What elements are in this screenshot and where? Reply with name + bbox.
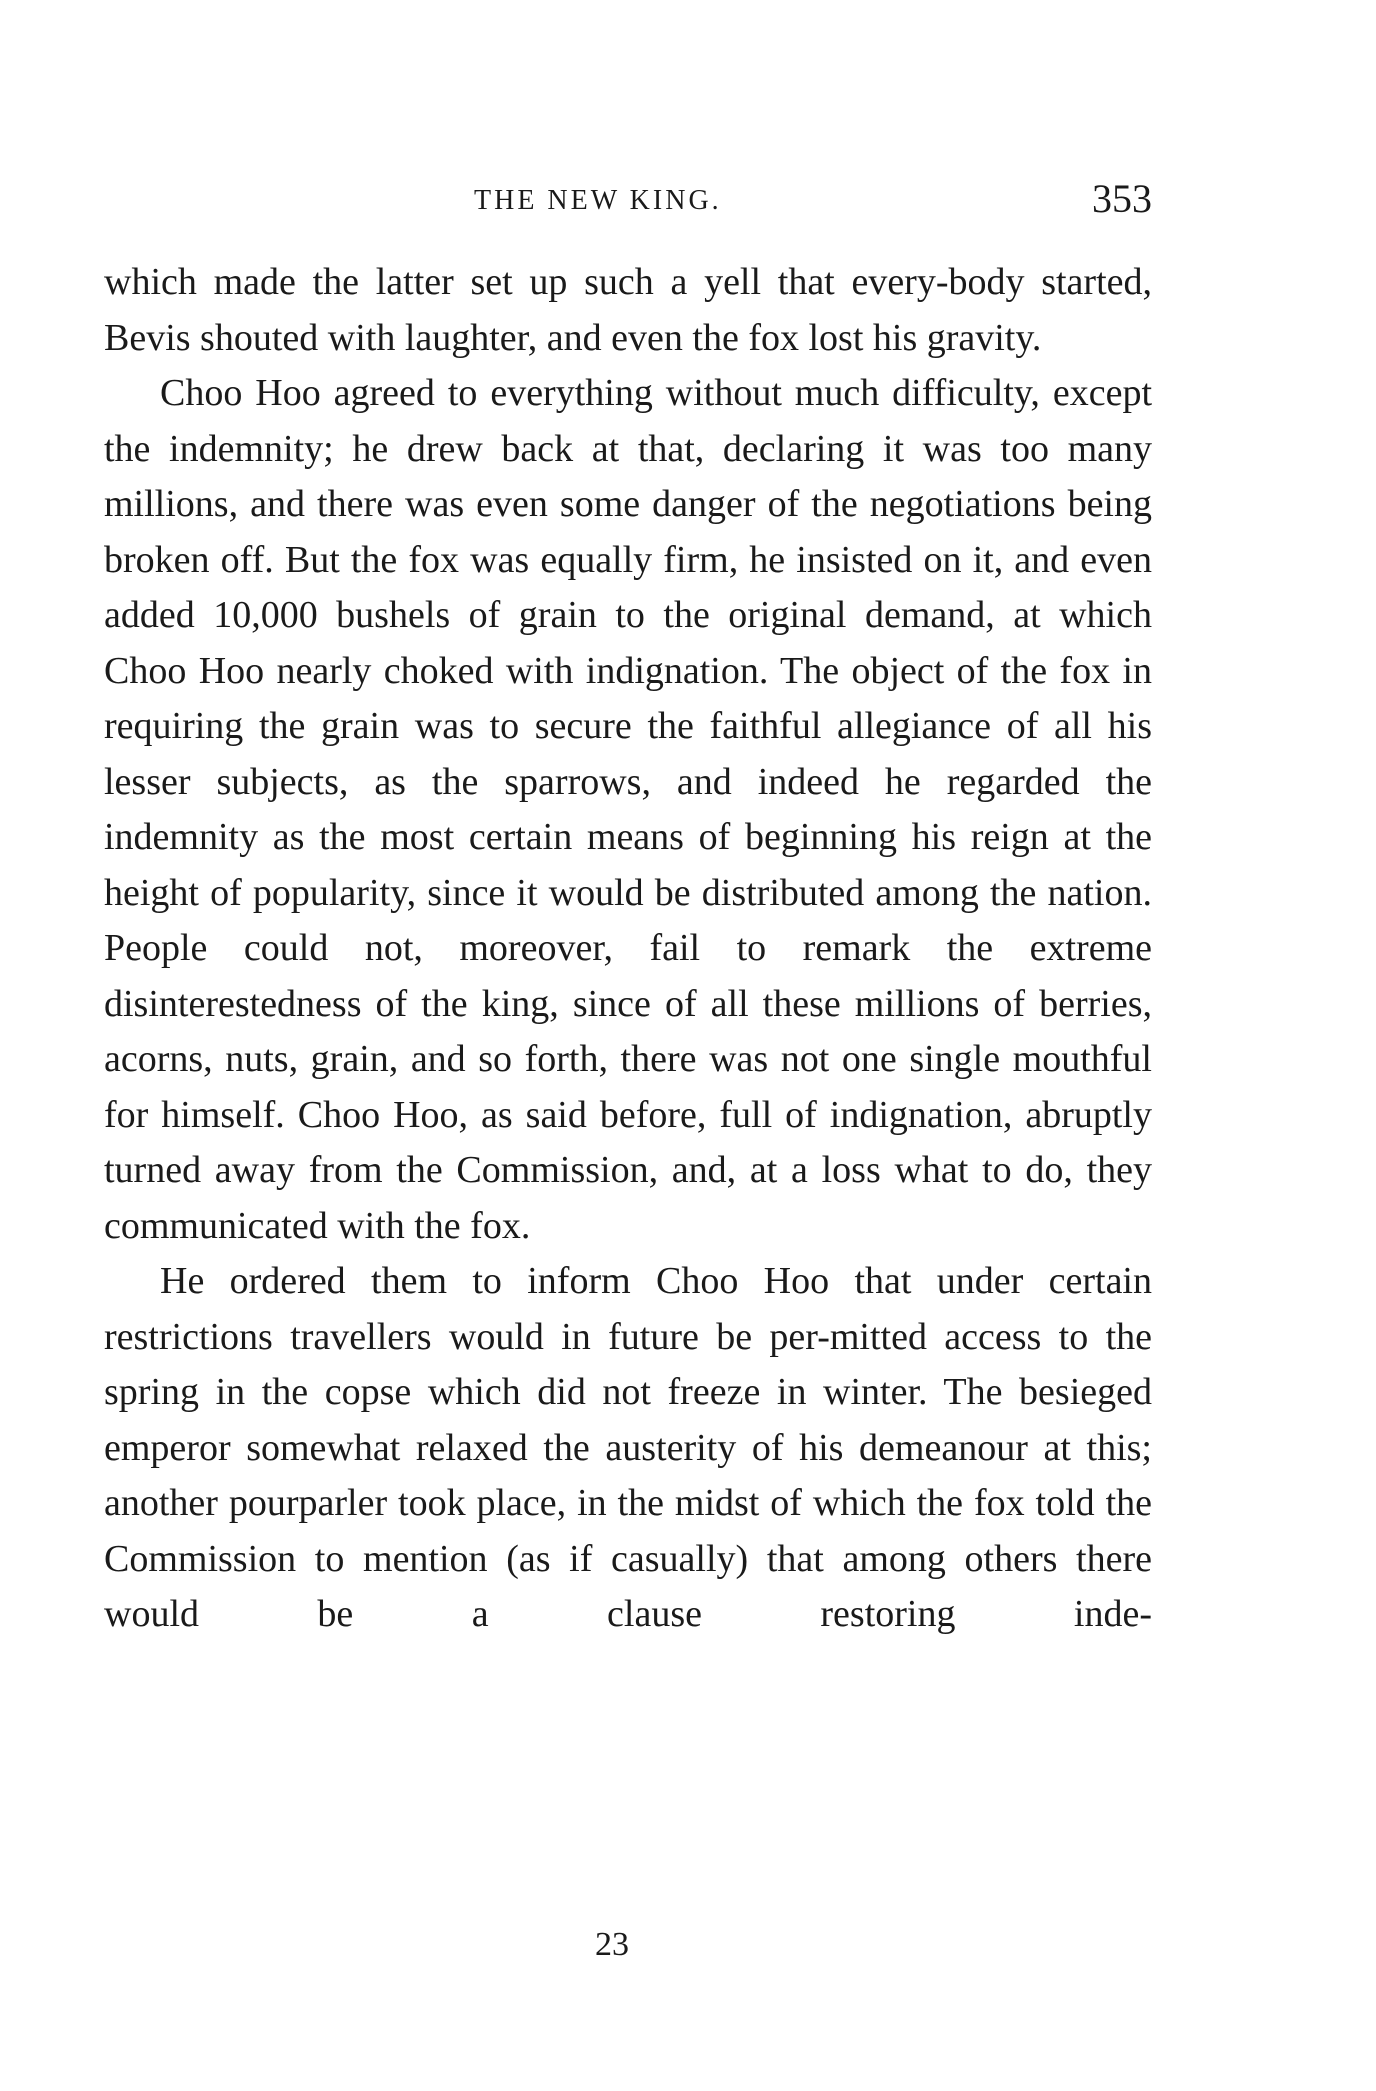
page-header [104,175,1152,225]
running-head: THE NEW KING. [474,185,722,216]
body-text [104,255,1152,1643]
page-number: 353 [1092,176,1152,221]
paragraph-continuation: which made the latter set up such a yell that every-body started, Bevis shouted with laughter, and even the fox lost his gravity. [104,261,1152,359]
paragraph-restrictions: He ordered them to inform Choo Hoo that under certain restrictions travellers would in future be per-mitted access to the spring in the copse which did not freeze in winter. The besieged emperor somewhat relaxed the austerity of his demeanour at this; another pourparler took place, in the midst of which the fox told the Commission to mention (as if casually) that among others there would be a clause restoring inde- [104,1260,1152,1635]
paragraph-indemnity: Choo Hoo agreed to everything without much difficulty, except the indemnity; he drew back at that, declaring it was too many millions, and there was even some danger of the negotiations being broken off. But the fox was equally firm, he insisted on it, and even added 10,000 bushels of grain to the original demand, at which Choo Hoo nearly choked with indignation. The object of the fox in requiring the grain was to secure the faithful allegiance of all his lesser subjects, as the sparrows, and indeed he regarded the indemnity as the most certain means of beginning his reign at the height of popularity, since it would be distributed among the nation. People could not, moreover, fail to remark the extreme disinterestedness of the king, since of all these millions of berries, acorns, nuts, grain, and so forth, there was not one single mouthful for himself. Choo Hoo, as said before, full of indignation, abruptly turned away from the Commission, and, at a loss what to do, they communicated with the fox. [104,372,1152,1247]
signature-mark: 23 [595,1926,629,1963]
